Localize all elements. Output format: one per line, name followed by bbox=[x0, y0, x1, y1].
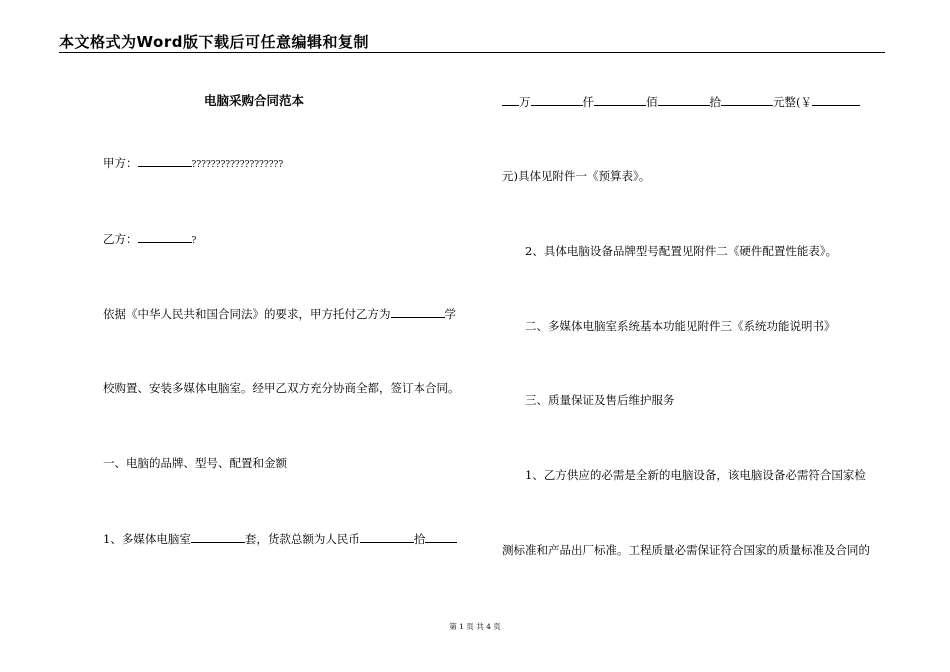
yuan-blank bbox=[721, 94, 773, 106]
school-blank bbox=[391, 306, 445, 318]
document-title: 电脑采购合同范本 bbox=[204, 93, 305, 108]
amount-end-line: 元)具体见附件一《预算表》。 bbox=[502, 169, 651, 183]
party-a-tail: ??????????????????? bbox=[191, 160, 284, 170]
item-1-line bbox=[103, 531, 457, 546]
quality-line-2: 测标准和产品出厂标准。工程质量必需保证符合国家的质量标准及合同的 bbox=[502, 543, 870, 557]
basis-line-2: 校购置、安装多媒体电脑室。经甲乙双方充分协商全都，签订本合同。 bbox=[103, 381, 460, 395]
party-b-label: 乙方： bbox=[103, 232, 138, 246]
party-b-blank bbox=[138, 231, 192, 243]
amount-blank-2 bbox=[425, 531, 457, 543]
item-1-text-b: 套，货款总额为人民币 bbox=[244, 532, 360, 546]
basis-tail: 学 bbox=[444, 307, 456, 321]
yuan-label: 元整(￥ bbox=[773, 95, 812, 109]
party-a-label: 甲方： bbox=[103, 156, 138, 170]
header-rule bbox=[59, 52, 885, 53]
section-heading-2: 二、多媒体电脑室系统基本功能见附件三《系统功能说明书》 bbox=[525, 319, 836, 333]
party-b-line bbox=[103, 231, 196, 248]
wan-blank bbox=[502, 94, 519, 106]
party-b-tail: ? bbox=[191, 236, 197, 246]
amount-blank-1 bbox=[360, 531, 414, 543]
basis-line-1 bbox=[103, 306, 456, 321]
section-heading-1: 一、电脑的品牌、型号、配置和金额 bbox=[103, 456, 287, 470]
qian-blank bbox=[531, 94, 583, 106]
sets-blank bbox=[191, 531, 245, 543]
quality-line-1: 1、乙方供应的必需是全新的电脑设备，该电脑设备必需符合国家检 bbox=[525, 468, 866, 482]
basis-text-1: 依据《中华人民共和国合同法》的要求，甲方托付乙方为 bbox=[103, 307, 391, 321]
item-2-line: 2、具体电脑设备品牌型号配置见附件二《硬件配置性能表》。 bbox=[525, 244, 838, 258]
wan-label: 万 bbox=[519, 95, 531, 109]
party-a-blank bbox=[138, 155, 192, 167]
shi-blank bbox=[658, 94, 710, 106]
qian-label: 仟 bbox=[582, 95, 594, 109]
page-number: 第 1 页 共 4 页 bbox=[449, 622, 501, 631]
document-banner: 本文格式为Word版下载后可任意编辑和复制 bbox=[59, 33, 369, 51]
item-1-text-c: 拾 bbox=[413, 532, 426, 546]
amount-line bbox=[502, 94, 860, 109]
figure-blank bbox=[812, 94, 860, 106]
shi-label: 拾 bbox=[709, 95, 721, 109]
bai-blank bbox=[594, 94, 646, 106]
item-1-text-a: 1、多媒体电脑室 bbox=[103, 532, 191, 546]
section-heading-3: 三、质量保证及售后维护服务 bbox=[525, 393, 675, 407]
bai-label: 佰 bbox=[646, 95, 658, 109]
party-a-line bbox=[103, 155, 283, 172]
